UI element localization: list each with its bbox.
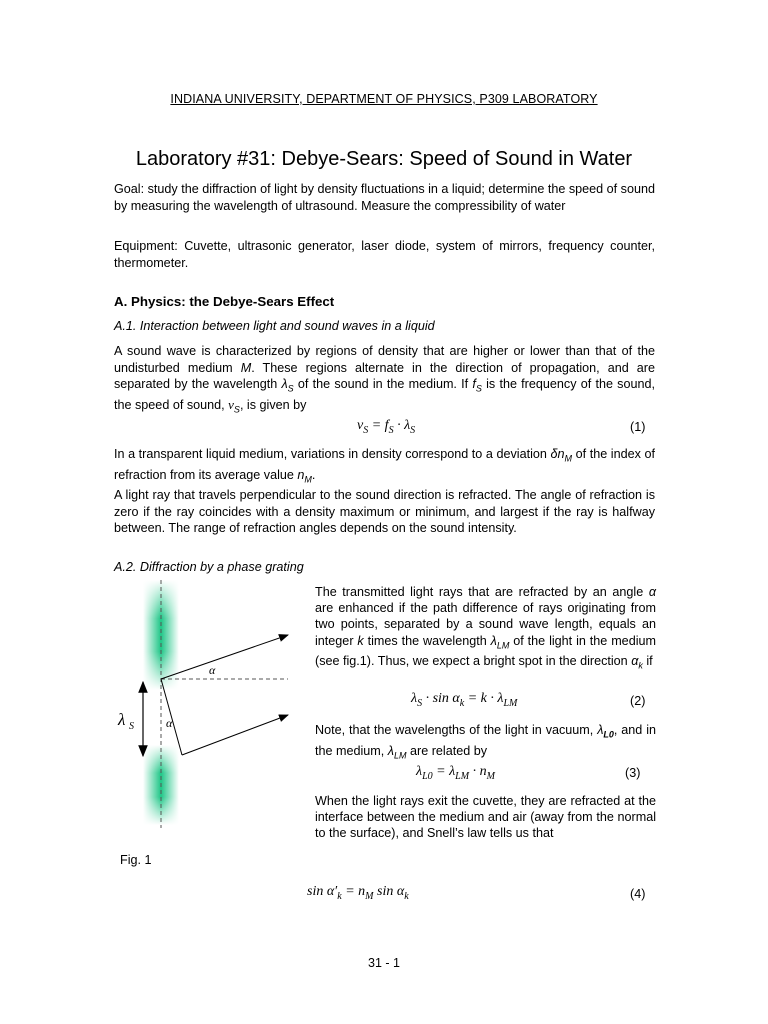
page-number: 31 - 1 <box>368 956 400 970</box>
section-a-heading: A. Physics: the Debye-Sears Effect <box>114 294 335 309</box>
figure-1-caption: Fig. 1 <box>120 853 152 867</box>
light-ray-paragraph: A light ray that travels perpendicular to the sound direction is refracted. The angle of refraction is zero if the ray coincides with a density maximum or minimum, and largest if the ray is halfway between. The range of refraction angles depends on the sound intensity. <box>114 488 655 535</box>
equation-3-number: (3) <box>625 766 641 780</box>
goal-paragraph: Goal: study the diffraction of light by density fluctuations in a liquid; determine the speed of sound by measuring the wavelength of ultrasound. Measure the compressibility of water <box>114 182 655 213</box>
equation-3: $\lambda_{L0} = \lambda_{LM} \cdot n_M$ <box>416 764 495 782</box>
figure-1-diagram <box>110 580 310 870</box>
refracted-ray-top <box>161 635 288 679</box>
equipment-paragraph: Equipment: Cuvette, ultrasonic generator, laser diode, system of mirrors, frequency counter, thermometer. <box>114 239 655 270</box>
wavelength-relation-paragraph: Note, that the wavelengths of the light in vacuum, $\lambda_{L0}$, and in the medium, $\lambda_{LM}$ are related by <box>315 723 657 761</box>
section-a1-heading: A.1. Interaction between light and sound waves in a liquid <box>114 319 435 333</box>
alpha-label-top: α <box>209 663 216 677</box>
equation-2-number: (2) <box>630 694 646 708</box>
equation-4: $\sin \alpha'_k = n_M$ $\sin \alpha_k$ <box>307 884 409 902</box>
snells-law-paragraph: When the light rays exit the cuvette, they are refracted at the interface between the medium and air (away from the normal to the surface), and Snell’s law tells us that <box>315 794 656 841</box>
refracted-ray-bottom <box>182 715 288 755</box>
equation-4-number: (4) <box>630 887 646 901</box>
lambda-s-label: λ <box>118 710 126 729</box>
equation-1-number: (1) <box>630 420 646 434</box>
page-header: INDIANA UNIVERSITY, DEPARTMENT OF PHYSICS, P309 LABORATORY <box>170 92 598 106</box>
lambda-s-subscript: S <box>129 721 134 732</box>
section-a2-heading: A.2. Diffraction by a phase grating <box>114 560 304 574</box>
bright-spot-paragraph: The transmitted light rays that are refracted by an angle α are enhanced if the path difference of rays originating from two points, separated by a sound wave length, equals an integer k times the wavelength $\lambda_{LM}$ of the light in the medium (see fig.1). Thus, we expect a bright spot in the direction $\alpha_k$ if <box>315 585 656 671</box>
equation-1: $v_S = f_S \cdot \lambda_S$ <box>357 418 416 436</box>
equation-2: $\lambda_S \cdot \sin \alpha_k = k \cdot \lambda_{LM}$ <box>411 691 518 709</box>
page-title: Laboratory #31: Debye-Sears: Speed of Sound in Water <box>135 148 633 170</box>
alpha-label-mid: α <box>166 716 173 730</box>
sound-wave-paragraph: A sound wave is characterized by regions of density that are higher or lower than that of the undisturbed medium M. These regions alternate in the direction of propagation, and are separated by the wavelength $\lambda_S$ of the sound in the medium. If $f_S$ is the frequency of the sound, the speed of sound, $v_S$, is given by <box>114 344 655 415</box>
refraction-index-paragraph: In a transparent liquid medium, variations in density correspond to a deviation $\delta n_M$ of the index of refraction from its average value $n_M$. <box>114 447 655 485</box>
